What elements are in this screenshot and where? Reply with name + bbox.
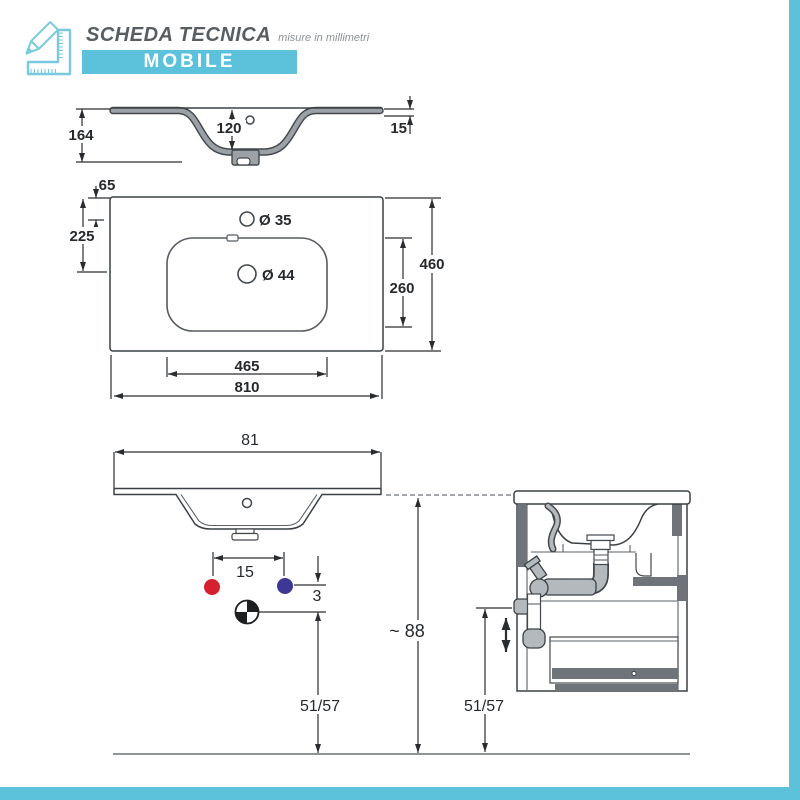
dim-label-3: 3 <box>312 588 322 605</box>
right-wall-panel-mid <box>677 575 687 601</box>
dim-label-81: 81 <box>241 432 259 449</box>
dim-label-465: 465 <box>234 358 260 375</box>
shelf-bar <box>633 577 678 586</box>
dim-label-88: ~ 88 <box>389 621 425 641</box>
header <box>0 0 420 90</box>
drain-slot <box>237 158 250 165</box>
drain-hole-top <box>238 265 256 283</box>
dim-label-d35: Ø 35 <box>259 212 292 229</box>
sheet-title: SCHEDA TECNICA <box>86 24 272 46</box>
overflow-notch <box>227 235 238 241</box>
dim-label-5157-left: 51/57 <box>299 698 341 715</box>
drain-flange <box>587 535 614 541</box>
dim-label-65: 65 <box>98 177 116 194</box>
dim-basin-width-465 <box>167 357 327 377</box>
basin-top-outline <box>167 238 327 331</box>
drawer-rail-bar <box>552 668 678 679</box>
dim-label-260: 260 <box>389 280 415 297</box>
dim-label-15-rim: 15 <box>390 120 407 137</box>
right-wall-panel-top <box>672 504 682 536</box>
dim-total-depth-460 <box>385 198 451 351</box>
dim-drain-height-right-5157 <box>459 608 512 752</box>
dim-cog-offset-3 <box>313 556 322 605</box>
front-view <box>114 432 517 753</box>
dim-label-225: 225 <box>69 228 95 245</box>
dim-label-120: 120 <box>216 120 242 137</box>
dim-label-164: 164 <box>68 127 94 144</box>
drain-cap <box>232 534 258 541</box>
center-of-gravity-symbol <box>236 601 259 624</box>
dim-label-5157-right: 51/57 <box>463 698 505 715</box>
dim-label-460: 460 <box>419 256 445 273</box>
sink-front-profile <box>114 489 381 530</box>
plinth-bar <box>555 684 678 691</box>
dim-basin-depth-260 <box>384 238 422 327</box>
drain-nut <box>591 541 610 550</box>
cold-water-dot <box>277 578 293 594</box>
drain-neck <box>236 529 254 534</box>
sheet-subtitle: misure in millimetri <box>278 32 370 44</box>
drain-tailpiece <box>594 550 608 565</box>
basin-section-outline <box>113 111 380 153</box>
dim-total-height-164 <box>63 109 182 162</box>
pencil-ruler-icon <box>20 20 82 82</box>
siphon-cup <box>523 629 545 648</box>
dim-drain-offset-225 <box>65 199 107 272</box>
dim-rim-thickness-15 <box>384 96 414 137</box>
dim-drain-height-left-5157 <box>294 612 346 753</box>
basin-section-fill <box>113 111 380 153</box>
dim-total-height-88 <box>382 498 432 753</box>
sink-slab-side <box>514 491 690 504</box>
side-view <box>459 491 690 752</box>
dim-label-d44: Ø 44 <box>262 267 295 284</box>
right-accent-bar <box>789 0 800 800</box>
bottom-accent-bar <box>0 787 800 800</box>
dim-label-810: 810 <box>234 379 260 396</box>
siphon-horizontal-pipe <box>543 579 596 595</box>
faucet-hole-top <box>240 212 254 226</box>
siphon-vertical-pipe <box>528 594 541 634</box>
dim-hole-spacing-15 <box>213 552 284 581</box>
dim-width-81 <box>114 432 381 488</box>
mobile-badge: MOBILE <box>82 50 297 74</box>
dim-label-15-spacing: 15 <box>236 564 254 581</box>
faucet-hole-front <box>243 499 252 508</box>
dim-basin-depth-120 <box>211 110 246 150</box>
hot-water-dot <box>204 579 220 595</box>
drawer-bracket <box>636 553 651 576</box>
left-wall-panel <box>518 505 527 567</box>
section-view <box>63 96 414 165</box>
faucet-hole-icon <box>246 116 254 124</box>
top-view <box>65 177 451 399</box>
